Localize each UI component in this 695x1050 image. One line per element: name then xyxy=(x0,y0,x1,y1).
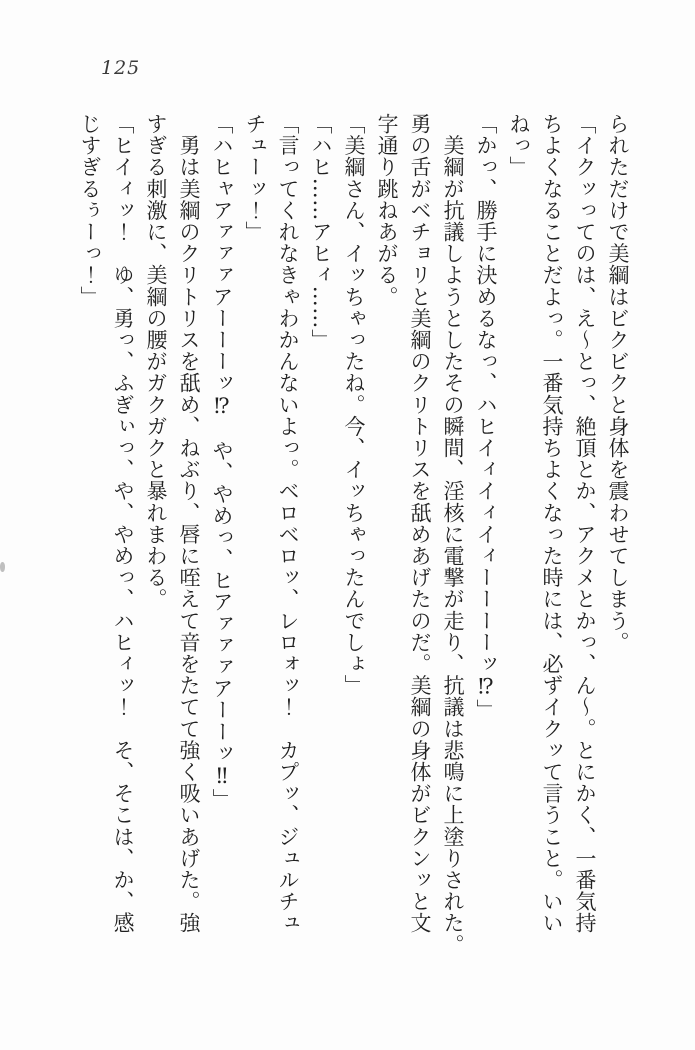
text-column: 「ヒイィッ！ ゆ、勇っ、ふぎぃっ、や、やめっ、ハヒィッ！ そ、そこは、か、感 xyxy=(111,113,135,934)
text-column: 「ハヒャアァァァアーーーッ⁉ や、やめっ、ヒアァァァアーーッ‼」 xyxy=(210,113,234,811)
text-column: 勇の舌がベチョリと美綱のクリトリスを舐めあげたのだ。美綱の身体がビクンッと文 xyxy=(408,113,432,934)
text-column: 「ハヒ……アヒィ……」 xyxy=(309,113,333,351)
text-column: 勇は美綱のクリトリスを舐め、ねぶり、唇に咥えて音をたてて強く吸いあげた。強 xyxy=(177,113,201,934)
scan-artifact-speck xyxy=(0,562,5,572)
text-column: 字通り跳ねあがる。 xyxy=(375,113,399,308)
page-number: 125 xyxy=(101,57,141,79)
text-column: チューッ！」 xyxy=(243,113,267,243)
text-column: ねっ」 xyxy=(507,113,531,178)
text-column: ちよくなることだよっ。一番気持ちよくなった時には、必ずイクッて言うこと。いい xyxy=(540,113,564,934)
text-column: られただけで美綱はビクビクと身体を震わせてしまう。 xyxy=(606,113,630,653)
text-column: 「イクッってのは、え～とっ、絶頂とか、アクメとかっ、ん～。とにかく、一番気持 xyxy=(573,113,597,934)
text-block xyxy=(73,113,634,956)
text-column: 「言ってくれなきゃわかんないよっ。ベロベロッ、レロォッ！ カプッ、ジュルチュ xyxy=(276,113,300,934)
text-column: 「美綱さん、イッちゃったね。今、イッちゃったんでしょ」 xyxy=(342,113,366,697)
text-column: 「かっ、勝手に決めるなっ、ハヒイィイィイィーーーーッ⁉」 xyxy=(474,113,498,721)
text-column: じすぎるぅーっ！」 xyxy=(78,113,102,308)
text-column: すぎる刺激に、美綱の腰がガクガクと暴れまわる。 xyxy=(144,113,168,610)
text-column: 美綱が抗議しようとしたその瞬間、淫核に電撃が走り、抗議は悲鳴に上塗りされた。 xyxy=(441,113,465,956)
